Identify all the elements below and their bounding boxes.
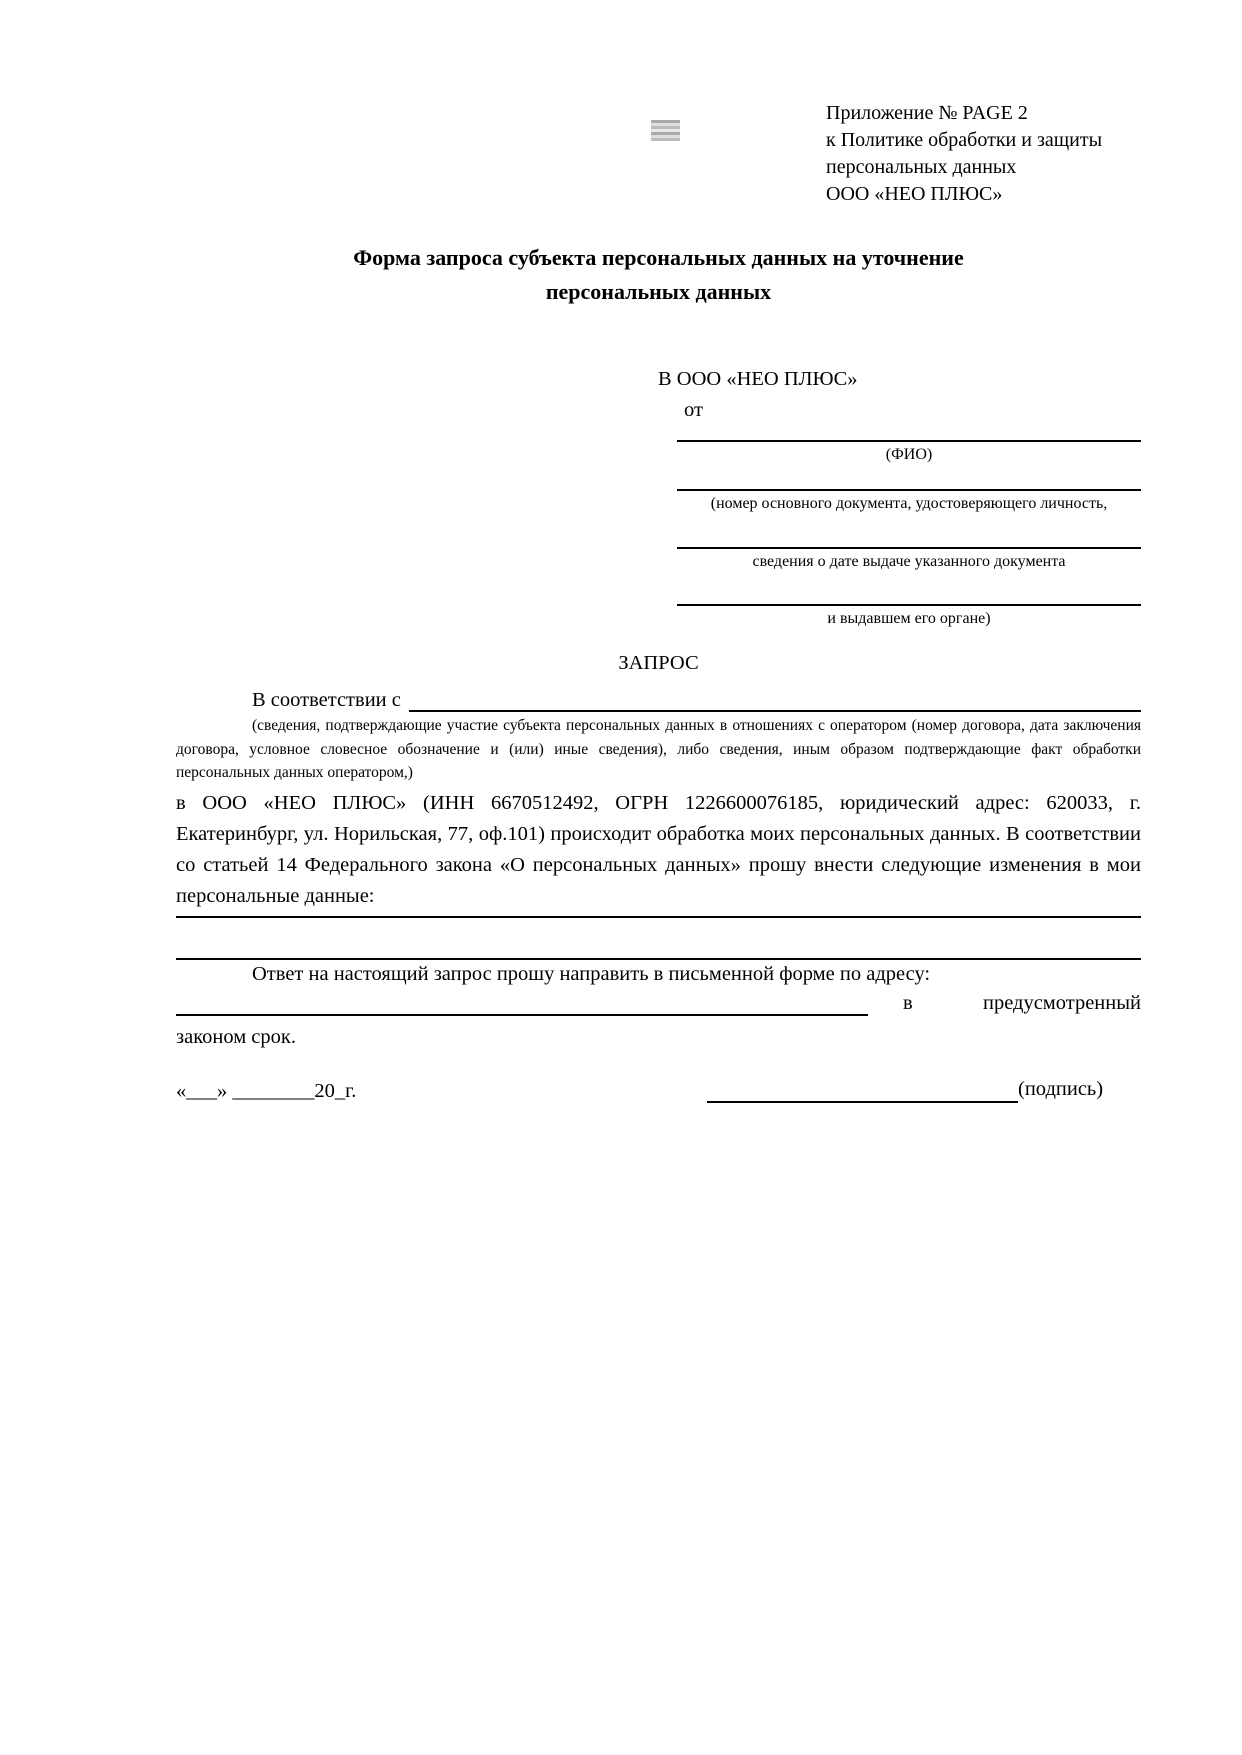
blank-line-document-number[interactable] (677, 489, 1141, 514)
appendix-line: персональных данных (826, 156, 1017, 178)
field-caption-document-number: (номер основного документа, удостоверяющего личность, (710, 495, 1108, 512)
field-caption-issuing-authority: и выдавшем его органе) (827, 610, 991, 627)
field-caption-issue-date: сведения о дате выдаче указанного документа (752, 553, 1066, 570)
recipient-to: В ООО «НЕО ПЛЮС» (658, 368, 858, 390)
blank-line-signature[interactable] (707, 1081, 1018, 1103)
page-title (176, 241, 1141, 309)
document-stripes-icon (651, 120, 680, 141)
blank-line-changes-1[interactable] (176, 896, 1141, 918)
appendix-line: ООО «НЕО ПЛЮС» (826, 183, 1003, 205)
intro-row (252, 686, 1141, 712)
appendix-line: к Политике обработки и защиты (826, 129, 1103, 151)
fine-print: (сведения, подтверждающие участие субъекта персональных данных в отношениях с оператором (номер договора, дата заключения договора, условное словесное обозначение и (или) иные сведения), либо сведения, иным образом подтверждающие факт обработки персональных данных оператором,) (176, 717, 1141, 781)
blank-line-basis[interactable] (409, 686, 1141, 712)
response-word-v: в (903, 992, 913, 1014)
recipient-from-label: от (684, 399, 703, 421)
response-line3: законом срок. (176, 1026, 296, 1048)
blank-line-address[interactable] (176, 994, 868, 1016)
date-blank[interactable]: «___» ________20_г. (176, 1080, 357, 1102)
blank-line-issuing-authority[interactable] (677, 604, 1141, 629)
response-line1: Ответ на настоящий запрос прошу направить в письменной форме по адресу: (252, 963, 931, 985)
signature-caption: (подпись) (1018, 1078, 1104, 1100)
blank-line-fio[interactable] (677, 440, 1141, 465)
appendix-line: Приложение № PAGE 2 (826, 102, 1028, 124)
field-caption-fio: (ФИО) (885, 446, 933, 463)
appendix-header (826, 100, 1102, 208)
page-title-line2: персональных данных (545, 279, 772, 304)
request-body: в ООО «НЕО ПЛЮС» (ИНН 6670512492, ОГРН 1226600076185, юридический адрес: 620033, г. Екатеринбург, ул. Норильская, 77, оф.101) происходит обработка моих персональных данных. В соответствии со статьей 14 Федерального закона «О персональных данных» прошу внести следующие изменения в мои персональные данные: (176, 792, 1141, 907)
blank-line-changes-2[interactable] (176, 938, 1141, 960)
request-heading: ЗАПРОС (618, 652, 699, 674)
blank-line-issue-date[interactable] (677, 547, 1141, 572)
response-word-term: предусмотренный (982, 992, 1141, 1014)
intro-text: В соответствии с (252, 689, 401, 711)
page-title-line1: Форма запроса субъекта персональных данных на уточнение (353, 245, 964, 270)
